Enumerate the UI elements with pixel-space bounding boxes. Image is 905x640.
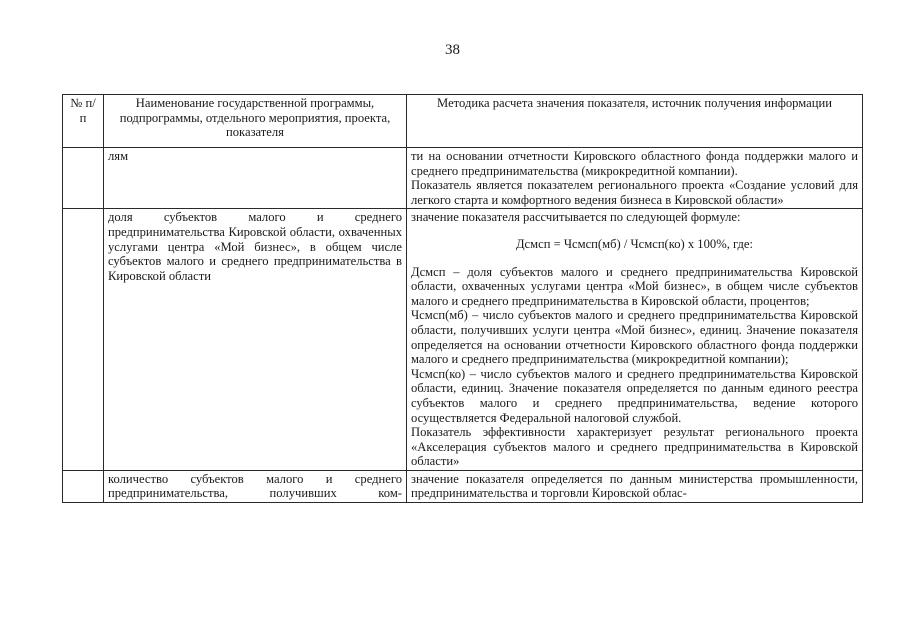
row-number (63, 209, 104, 471)
row-number (63, 148, 104, 209)
method-cell (407, 148, 863, 209)
table-row (63, 470, 863, 502)
definition: Показатель эффективности характеризует результат регионального проекта «Акселерация субъектов малого и среднего предпринимательства в Кировской области» (411, 425, 858, 469)
row-number (63, 470, 104, 502)
method-cell (407, 209, 863, 471)
method-paragraph: Показатель является показателем регионального проекта «Создание условий для легкого старта и комфортного ведения бизнеса в Кировской области» (411, 178, 858, 207)
indicator-methodology-table (62, 94, 863, 503)
indicator-name: лям (104, 148, 407, 209)
indicator-name (104, 470, 407, 502)
table-row (63, 148, 863, 209)
method-intro: значение показателя рассчитывается по следующей формуле: (411, 210, 741, 225)
table-row (63, 209, 863, 471)
page-number: 38 (445, 42, 460, 58)
indicator-name-text: количество субъектов малого и среднего предпринимательства, получивших ком- (108, 471, 402, 501)
table-header-row (63, 95, 863, 148)
definition: Чсмсп(мб) – число субъектов малого и среднего предпринимательства Кировской области, получивших услуги центра «Мой бизнес», единиц. Значение показателя определяется на основании отчетности Кировского областного фонда поддержки малого и среднего предпринимательства (микрокредитной компании); (411, 308, 858, 367)
formula: Дсмсп = Чсмсп(мб) / Чсмсп(ко) х 100%, где: (515, 236, 754, 251)
definition: Дсмсп – доля субъектов малого и среднего предпринимательства Кировской области, охваченных услугами центра «Мой бизнес», в общем числе субъектов малого и среднего предпринимательства в Кировской области, процентов; (411, 264, 858, 308)
indicator-name: доля субъектов малого и среднего предпринимательства Кировской области, охваченных услугами центра «Мой бизнес», в общем числе субъектов малого и среднего предпринимательства в Кировской области (104, 209, 407, 471)
header-name-column: Наименование государственной программы, подпрограммы, отдельного мероприятия, проекта, показателя (104, 95, 407, 148)
definition: Чсмсп(ко) – число субъектов малого и среднего предпринимательства Кировской области, единиц. Значение показателя определяется по данным единого реестра субъектов малого и среднего предпринимательства, ведение которого осуществляется Федеральной налоговой службой. (411, 366, 858, 425)
method-paragraph: ти на основании отчетности Кировского областного фонда поддержки малого и среднего предпринимательства (микрокредитной компании). (411, 149, 858, 178)
header-method-column: Методика расчета значения показателя, источник получения информации (407, 95, 863, 148)
method-paragraph: значение показателя определяется по данным министерства промышленности, предпринимательства и торговли Кировской облас- (411, 471, 858, 501)
header-number-column: № п/п (63, 95, 104, 148)
method-cell (407, 470, 863, 502)
